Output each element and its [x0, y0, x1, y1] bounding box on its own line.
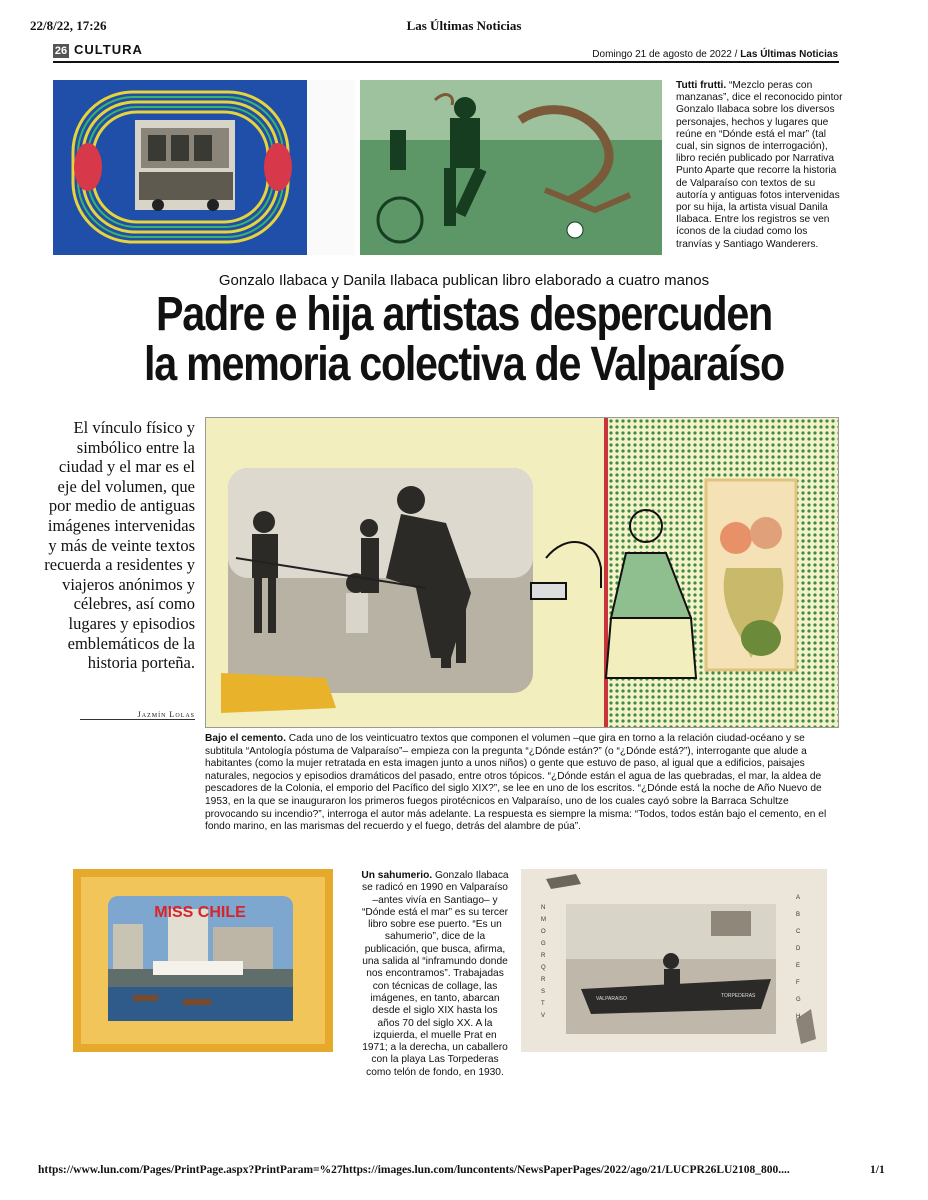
cement-lead: Bajo el cemento.	[205, 733, 286, 744]
cement-caption	[205, 733, 839, 834]
issue-date: Domingo 21 de agosto de 2022 /	[592, 49, 738, 60]
boat-marker-letter: R	[541, 977, 546, 983]
tutti-frutti-lead: Tutti frutti.	[676, 80, 727, 91]
boat-marker-letter: O	[541, 929, 546, 935]
boat-marker-letter: N	[541, 905, 546, 911]
tram-collage-image	[53, 80, 355, 255]
print-site-title: Las Últimas Noticias	[406, 18, 522, 33]
headline-line-1: Padre e hija artistas despercuden	[156, 288, 772, 341]
miss-chile-sign: MISS CHILE	[154, 904, 246, 921]
boat-marker-letter: H	[796, 1014, 801, 1020]
issue-publication: Las Últimas Noticias	[740, 49, 838, 60]
sahumerio-body: Gonzalo Ilabaca se radicó en 1990 en Valparaíso –antes vivía en Santiago– y “Dónde está el mar” es su tercer libro sobre ese puerto. “Es un sahumerio”, dice de la publicación, que busca, afirma, una salida al “inframundo donde nos encontramos”. Trabajadas con técnicas de collage, las imágenes, en tanto, abarcan desde el siglo XIX hasta los años 70 del siglo XX. A la izquierda, el muelle Prat en 1971; a la derecha, un caballero con la playa Las Torpederas como telón de fondo, en 1930.	[361, 870, 509, 1078]
page-number: 26	[54, 45, 68, 57]
tutti-frutti-body: “Mezclo peras con manzanas”, dice el reconocido pintor Gonzalo Ilabaca sobre los diversos personajes, hechos y lugares que reúne en “Dónde está el mar” (tal cual, sin signos de interrogación), libro recién publicado por Narrativa Punto Aparte que recorre la historia de Valparaíso con textos de su autoría y antiguas fotos intervenidas por su hija, la artista visual Danila Ilabaca. Entre los registros se ven íconos de la ciudad como los tranvías y Santiago Wanderers.	[676, 80, 843, 250]
boat-marker-letter: A	[796, 895, 801, 901]
print-url: https://www.lun.com/Pages/PrintPage.aspx?PrintParam=%27https://images.lun.com/luncontents/NewsPaperPages/2022/ago/21/LUCPR26LU2108_800....	[38, 1164, 790, 1176]
family-collage-image	[205, 417, 839, 728]
boat-marker-letter: D	[796, 946, 801, 952]
tram-collage-art	[53, 80, 355, 255]
article-intro: El vínculo físico y simbólico entre la ciudad y el mar es el eje del volumen, que por medio de antiguas imágenes intervenidas y más de veinte textos recuerda a residentes y viajeros anónimos y célebres, así como lugares y episodios emblemáticos de la historia porteña.	[44, 418, 195, 673]
family-collage-art	[206, 418, 839, 728]
boat-marker-letter: G	[541, 941, 546, 947]
headline-line-2: la memoria colectiva de Valparaíso	[144, 338, 784, 391]
boat-marker-letter: R	[541, 953, 546, 959]
man-boat-image	[521, 869, 827, 1052]
print-datetime: 22/8/22, 17:26	[30, 18, 107, 33]
byline: Jazmín Lolas	[137, 710, 195, 719]
boat-marker-letter: B	[796, 912, 801, 918]
section-rule	[53, 61, 839, 63]
boat-marker-letter: V	[541, 1013, 546, 1019]
football-lizard-art	[360, 80, 662, 255]
boat-label-right: TORPEDERAS	[721, 993, 756, 999]
boat-marker-letter: S	[541, 989, 546, 995]
football-lizard-image	[360, 80, 662, 255]
boat-marker-letter: T	[541, 1001, 545, 1007]
miss-chile-postcard-image	[73, 869, 333, 1052]
byline-rule	[80, 719, 195, 720]
cement-body: Cada uno de los veinticuatro textos que componen el volumen –que gira en torno a la relación ciudad-océano y se subtitula “Antología póstuma de Valparaíso”– empieza con la pregunta “¿Dónde están?” (o “¿Dónde está?”), interrogante que alude a habitantes (como la mujer retratada en esta imagen junto a unos niños) o gente que estuvo de paso, al igual que a edificios, paisajes naturales, negocios y episodios dramáticos del pasado, entre otros tópicos. “¿Dónde están el agua de las quebradas, el mar, la aldea de pescadores de la Colonia, el emporio del Pacífico del siglo XIX?”, se lee en uno de los escritos. “¿Dónde está la noche de Año Nuevo de 1953, en la que se inauguraron los primeros fuegos pirotécnicos en Valparaíso, uno de los cuales cayó sobre la Barraca Schultze provocando su incendio?”, interroga el autor más adelante. La respuesta es siempre la misma: “Todos, todos están bajo el cemento, en el fondo marino, en las marismas del recuerdo y el fuego, detrás del alambre de púa”.	[205, 733, 827, 833]
boat-marker-letter: M	[541, 917, 546, 923]
tutti-frutti-caption	[676, 80, 846, 251]
boat-marker-letter: Q	[541, 965, 546, 971]
boat-marker-letter: G	[796, 997, 801, 1003]
section-name: CULTURA	[74, 42, 143, 57]
sahumerio-caption	[360, 870, 510, 1079]
miss-chile-postcard-art	[73, 869, 333, 1052]
article-kicker: Gonzalo Ilabaca y Danila Ilabaca publican libro elaborado a cuatro manos	[218, 272, 710, 289]
boat-marker-letter: C	[796, 929, 801, 935]
boat-label-left: VALPARAISO	[596, 996, 627, 1002]
sahumerio-lead: Un sahumerio.	[361, 870, 433, 881]
article-headline	[65, 290, 863, 390]
boat-marker-letter: E	[796, 963, 801, 969]
man-boat-art	[521, 869, 827, 1052]
print-page-count: 1/1	[870, 1164, 885, 1176]
boat-marker-letter: F	[796, 980, 800, 986]
issue-line	[592, 49, 838, 60]
